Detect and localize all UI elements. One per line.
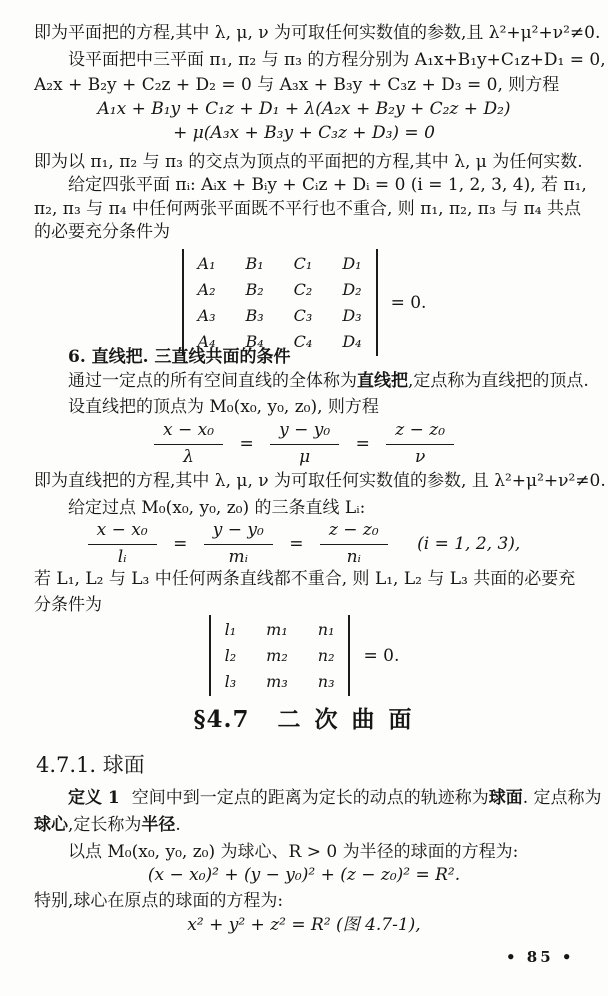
equals-sign: = <box>173 534 188 555</box>
det-cell: B₃ <box>245 306 264 325</box>
text-segment: ,定点称为直线把的顶点. <box>408 371 589 391</box>
text-segment: . <box>175 815 181 835</box>
fraction-x <box>88 521 157 567</box>
determinant-matrix <box>209 615 351 696</box>
fraction-x <box>154 421 223 467</box>
det-cell: m₂ <box>266 646 288 665</box>
equals-sign: = <box>239 434 254 455</box>
section-number: §4.7 <box>193 706 250 733</box>
det-cell: D₃ <box>342 306 362 325</box>
page-number: • 85 • <box>506 948 575 966</box>
fraction-numerator: x − x₀ <box>88 521 157 545</box>
det-cell: C₃ <box>293 306 313 325</box>
term-center: 球心 <box>34 815 68 835</box>
det-cell: C₂ <box>293 280 313 299</box>
equation-plane-pencil-line-1: A₁x + B₁y + C₁z + D₁ + λ(A₂x + B₂y + C₂z + D₂) <box>97 99 511 119</box>
determinant-three-lines <box>0 615 608 696</box>
text-line-plane-pencil-6: π₂, π₃ 与 π₄ 中任何两张平面既不平行也不重合, 则 π₁, π₂, π₃ 与 π₄ 共点 <box>34 199 581 219</box>
fraction-z <box>320 521 388 567</box>
text-segment: ,定长称为 <box>68 815 142 835</box>
det-cell: m₃ <box>266 672 288 691</box>
determinant-3x3 <box>209 615 400 696</box>
det-cell: C₄ <box>293 332 313 351</box>
text-line-plane-pencil-4: 即为以 π₁, π₂ 与 π₃ 的交点为顶点的平面把的方程,其中 λ, μ 为任何实数. <box>34 152 583 172</box>
text-line-line-pencil-5: 若 L₁, L₂ 与 L₃ 中任何两条直线都不重合, 则 L₁, L₂ 与 L₃ 共面的必要充 <box>34 569 576 589</box>
fraction-z <box>386 421 454 467</box>
text-line-plane-pencil-7: 的必要充分条件为 <box>34 222 170 242</box>
section-title-text: 二 次 曲 面 <box>277 706 415 733</box>
text-line-definition-2 <box>34 814 181 836</box>
equation-three-lines <box>0 521 608 567</box>
det-cell: D₄ <box>342 332 362 351</box>
fraction-y <box>204 521 273 567</box>
fraction-denominator: lᵢ <box>117 546 127 567</box>
det-cell: l₃ <box>224 672 237 691</box>
text-segment: 空间中到一定点的距离为定长的动点的轨迹称为 <box>131 788 489 808</box>
text-line-line-pencil-4: 给定过点 M₀(x₀, y₀, z₀) 的三条直线 Lᵢ: <box>68 498 366 518</box>
det-cell: A₄ <box>197 332 216 351</box>
fraction-denominator: mᵢ <box>228 546 249 567</box>
section-title <box>0 701 608 734</box>
text-segment: 通过一定点的所有空间直线的全体称为 <box>68 371 357 391</box>
fraction-denominator: μ <box>299 446 311 467</box>
fraction-y <box>270 421 339 467</box>
fraction-numerator: z − z₀ <box>386 421 454 445</box>
equation-line-pencil <box>0 421 608 467</box>
text-line-definition-1 <box>68 787 602 809</box>
fraction-denominator: λ <box>183 446 194 467</box>
text-line-plane-pencil-3: A₂x + B₂y + C₂z + D₂ = 0 与 A₃x + B₃y + C₃z + D₃ = 0, 则方程 <box>34 75 560 95</box>
text-line-sphere-origin-intro: 特别,球心在原点的球面的方程为: <box>34 891 284 911</box>
det-cell: m₁ <box>266 620 288 639</box>
text-line-line-pencil-2: 设直线把的顶点为 M₀(x₀, y₀, z₀), 则方程 <box>68 397 379 417</box>
fraction-numerator: z − z₀ <box>320 521 388 545</box>
equation-plane-pencil-line-2: + μ(A₃x + B₃y + C₃z + D₃) = 0 <box>173 123 435 143</box>
term-line-pencil: 直线把 <box>357 371 408 391</box>
det-cell: n₁ <box>317 620 335 639</box>
det-cell: l₂ <box>224 646 237 665</box>
index-range-note: (i = 1, 2, 3), <box>417 534 521 555</box>
determinant-equals-zero: = 0. <box>390 292 427 313</box>
fraction-denominator: nᵢ <box>346 546 361 567</box>
text-line-line-pencil-6: 分条件为 <box>34 595 102 615</box>
det-cell: B₂ <box>245 280 264 299</box>
det-cell: C₁ <box>293 254 313 273</box>
fraction-numerator: x − x₀ <box>154 421 223 445</box>
text-line-plane-pencil-1: 即为平面把的方程,其中 λ, μ, ν 为可取任何实数值的参数,且 λ²+μ²+ν²≠0. <box>34 23 601 43</box>
equation-sphere-general: (x − x₀)² + (y − y₀)² + (z − z₀)² = R². <box>147 865 461 885</box>
fraction-numerator: y − y₀ <box>204 521 273 545</box>
text-line-line-pencil-3: 即为直线把的方程,其中 λ, μ, ν 为可取任何实数值的参数, 且 λ²+μ²+ν²≠0. <box>34 471 606 491</box>
subsection-heading: 4.7.1. 球面 <box>36 753 145 777</box>
det-cell: l₁ <box>224 620 237 639</box>
fraction-denominator: ν <box>414 446 426 467</box>
det-cell: A₃ <box>197 306 216 325</box>
det-cell: B₁ <box>245 254 264 273</box>
text-line-line-pencil-1 <box>68 370 589 392</box>
determinant-matrix <box>182 249 378 356</box>
determinant-four-planes <box>0 249 608 356</box>
term-radius: 半径 <box>141 815 176 835</box>
det-cell: B₄ <box>245 332 264 351</box>
det-cell: n₂ <box>317 646 335 665</box>
determinant-equals-zero: = 0. <box>363 645 400 666</box>
equals-sign: = <box>289 534 304 555</box>
equals-sign: = <box>355 434 370 455</box>
definition-label: 定义 1 <box>68 788 120 808</box>
text-segment: . 定点称为 <box>522 788 602 808</box>
text-line-plane-pencil-5: 给定四张平面 πᵢ: Aᵢx + Bᵢy + Cᵢz + Dᵢ = 0 (i = 1, 2, 3, 4), 若 π₁, <box>68 175 587 195</box>
heading-line-pencil: 6. 直线把. 三直线共面的条件 <box>68 347 291 367</box>
text-line-plane-pencil-2: 设平面把中三平面 π₁, π₂ 与 π₃ 的方程分别为 A₁x+B₁y+C₁z+D₁ = 0, <box>68 50 606 70</box>
text-line-sphere-equation-intro: 以点 M₀(x₀, y₀, z₀) 为球心、R > 0 为半径的球面的方程为: <box>68 842 519 862</box>
det-cell: D₂ <box>342 280 362 299</box>
equation-sphere-origin: x² + y² + z² = R² (图 4.7-1), <box>187 915 421 935</box>
det-cell: A₁ <box>197 254 216 273</box>
fraction-numerator: y − y₀ <box>270 421 339 445</box>
det-cell: n₃ <box>317 672 335 691</box>
determinant-4x4 <box>182 249 427 356</box>
det-cell: D₁ <box>342 254 362 273</box>
det-cell: A₂ <box>197 280 216 299</box>
term-sphere: 球面 <box>488 788 523 808</box>
